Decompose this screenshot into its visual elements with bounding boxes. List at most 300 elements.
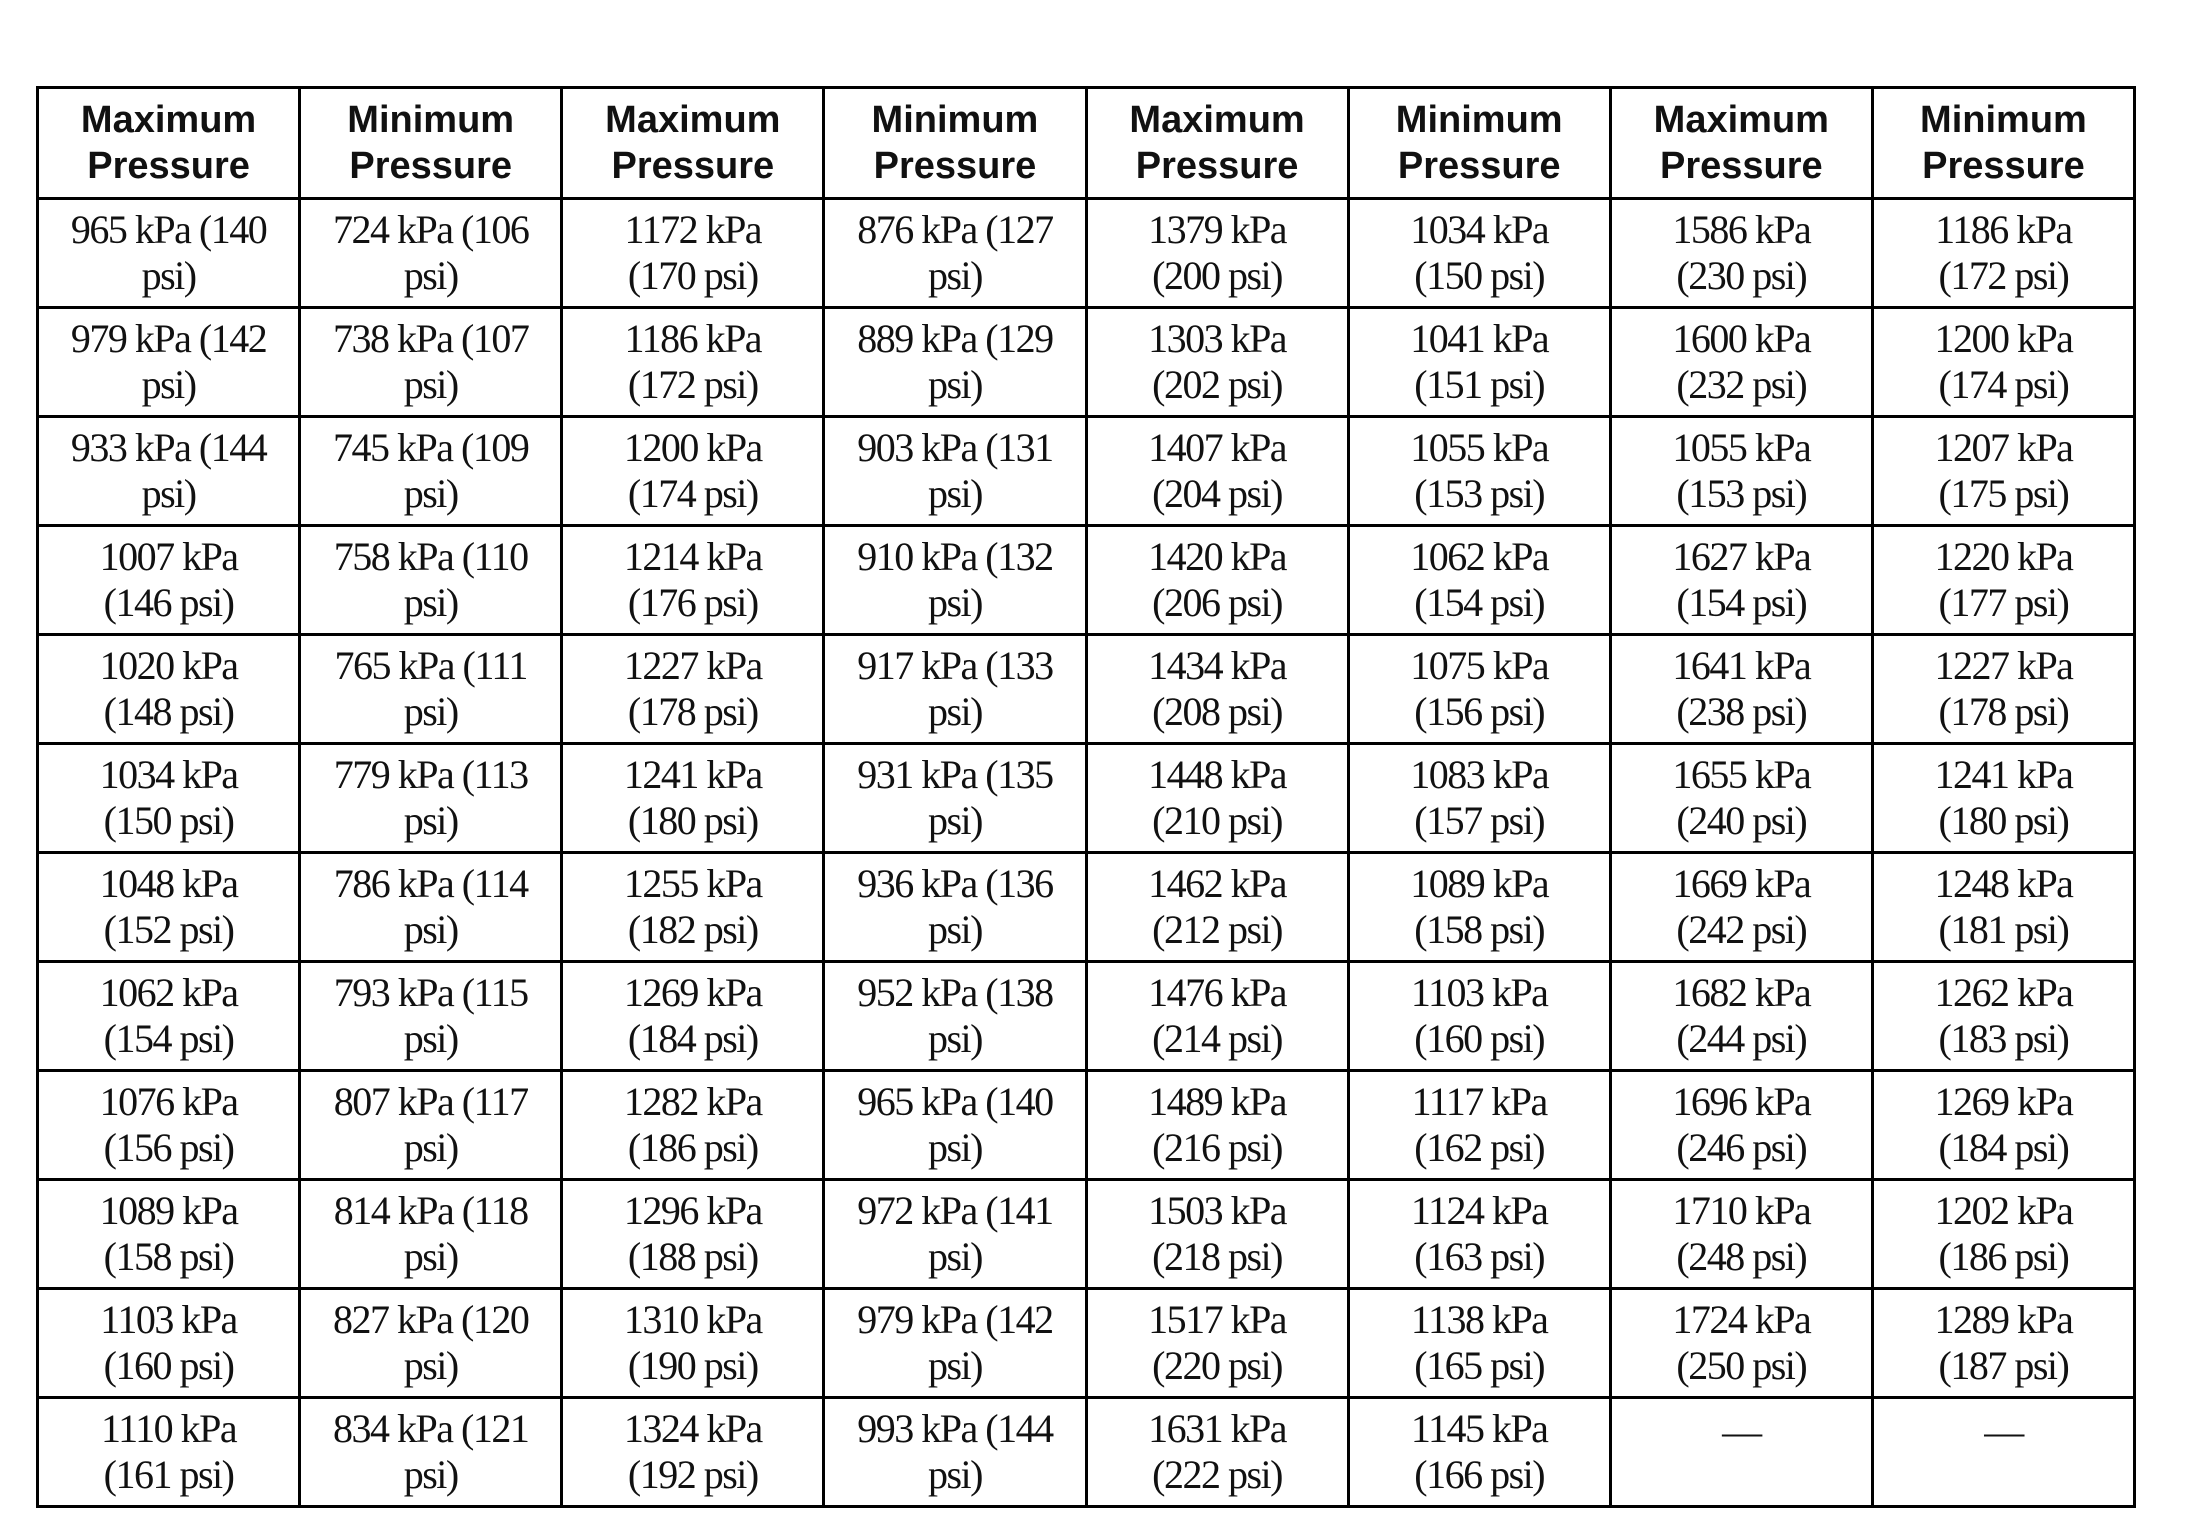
cell-text: 765 kPa (111 — [334, 643, 527, 688]
cell-text: 1503 kPa — [1148, 1188, 1287, 1233]
table-cell — [1610, 1180, 1872, 1289]
column-header — [1348, 88, 1610, 199]
table-cell — [1872, 417, 2134, 526]
cell-text: (160 psi) — [1414, 1016, 1545, 1061]
table-cell — [1610, 417, 1872, 526]
table-cell — [38, 1071, 300, 1180]
cell-text: (180 psi) — [1938, 798, 2069, 843]
cell-text: (190 psi) — [627, 1343, 758, 1388]
cell-text: 1248 kPa — [1934, 861, 2073, 906]
table-cell — [1872, 853, 2134, 962]
cell-text: (208 psi) — [1152, 689, 1282, 734]
table-cell — [1086, 962, 1348, 1071]
table-cell — [38, 635, 300, 744]
cell-text: psi) — [403, 1016, 458, 1061]
column-header — [1086, 88, 1348, 199]
cell-text: 1083 kPa — [1410, 752, 1549, 797]
cell-text: (216 psi) — [1152, 1125, 1282, 1170]
cell-text: (242 psi) — [1676, 907, 1807, 952]
table-cell — [1872, 1071, 2134, 1180]
cell-text: (182 psi) — [627, 907, 758, 952]
cell-text: 724 kPa (106 — [333, 207, 529, 252]
table-row — [38, 308, 2135, 417]
table-cell — [824, 308, 1086, 417]
column-header — [562, 88, 824, 199]
cell-text: (146 psi) — [103, 580, 234, 625]
cell-text: (163 psi) — [1414, 1234, 1545, 1279]
table-cell — [1610, 1071, 1872, 1180]
cell-text: (212 psi) — [1152, 907, 1282, 952]
table-cell — [300, 635, 562, 744]
table-cell — [300, 962, 562, 1071]
cell-text: 1241 kPa — [623, 752, 762, 797]
cell-text: psi) — [403, 798, 458, 843]
table-cell — [1610, 853, 1872, 962]
cell-text: psi) — [927, 1016, 982, 1061]
cell-text: 1420 kPa — [1148, 534, 1287, 579]
column-header-text: Maximum — [1129, 99, 1305, 141]
cell-text: psi) — [927, 1452, 982, 1497]
cell-text: (246 psi) — [1676, 1125, 1807, 1170]
cell-text: 1710 kPa — [1672, 1188, 1811, 1233]
cell-text: 910 kPa (132 — [857, 534, 1053, 579]
cell-text: 1055 kPa — [1410, 425, 1549, 470]
table-row — [38, 962, 2135, 1071]
cell-text: psi) — [403, 471, 458, 516]
table-cell — [1348, 1180, 1610, 1289]
table-row — [38, 1180, 2135, 1289]
table-cell — [300, 1071, 562, 1180]
cell-text: psi) — [927, 1125, 982, 1170]
cell-text: (192 psi) — [627, 1452, 758, 1497]
column-header — [1872, 88, 2134, 199]
cell-text: (184 psi) — [1938, 1125, 2069, 1170]
cell-text: (165 psi) — [1414, 1343, 1545, 1388]
cell-text: 1207 kPa — [1934, 425, 2073, 470]
cell-text: 1117 kPa — [1411, 1079, 1547, 1124]
cell-text: 1200 kPa — [623, 425, 762, 470]
cell-text: 936 kPa (136 — [857, 861, 1053, 906]
table-row — [38, 1398, 2135, 1507]
cell-text: (220 psi) — [1152, 1343, 1282, 1388]
table-cell — [824, 417, 1086, 526]
cell-text: 1600 kPa — [1672, 316, 1811, 361]
cell-text: 807 kPa (117 — [333, 1079, 528, 1124]
cell-text: 1062 kPa — [99, 970, 238, 1015]
cell-text: 1020 kPa — [99, 643, 238, 688]
table-cell — [1086, 1398, 1348, 1507]
table-cell — [1610, 308, 1872, 417]
table-cell — [562, 1289, 824, 1398]
cell-text: (150 psi) — [1414, 253, 1545, 298]
cell-text: (148 psi) — [103, 689, 234, 734]
cell-text: (187 psi) — [1938, 1343, 2069, 1388]
cell-text: 952 kPa (138 — [857, 970, 1053, 1015]
cell-text: 993 kPa (144 — [857, 1406, 1053, 1451]
table-cell — [1348, 1398, 1610, 1507]
cell-text: (172 psi) — [1938, 253, 2069, 298]
table-cell — [38, 199, 300, 308]
cell-text: 1089 kPa — [99, 1188, 238, 1233]
column-header-text: Pressure — [349, 145, 513, 187]
table-cell — [38, 1289, 300, 1398]
cell-text: — — [1984, 1409, 2023, 1454]
table-cell — [562, 417, 824, 526]
table-cell — [300, 526, 562, 635]
cell-text: (157 psi) — [1414, 798, 1545, 843]
cell-text: 1034 kPa — [99, 752, 238, 797]
table-cell — [1086, 744, 1348, 853]
table-cell — [1610, 635, 1872, 744]
table-cell — [1086, 635, 1348, 744]
header-row — [38, 88, 2135, 199]
cell-text: (177 psi) — [1938, 580, 2069, 625]
table-cell — [562, 853, 824, 962]
table-cell — [38, 1398, 300, 1507]
cell-text: (181 psi) — [1938, 907, 2069, 952]
table-cell — [824, 199, 1086, 308]
cell-text: psi) — [141, 471, 196, 516]
table-cell — [1348, 962, 1610, 1071]
table-cell — [1872, 635, 2134, 744]
table-cell — [562, 308, 824, 417]
table-cell — [1872, 744, 2134, 853]
cell-text: (180 psi) — [627, 798, 758, 843]
table-cell — [824, 1398, 1086, 1507]
table-row — [38, 744, 2135, 853]
cell-text: 1448 kPa — [1148, 752, 1287, 797]
cell-text: psi) — [141, 253, 196, 298]
cell-text: 1007 kPa — [99, 534, 238, 579]
column-header-text: Minimum — [347, 99, 515, 141]
table-cell — [1872, 199, 2134, 308]
cell-text: 965 kPa (140 — [857, 1079, 1053, 1124]
cell-text: (176 psi) — [627, 580, 758, 625]
cell-text: 1227 kPa — [623, 643, 762, 688]
cell-text: 1110 kPa — [101, 1406, 237, 1451]
cell-text: (218 psi) — [1152, 1234, 1282, 1279]
cell-text: 779 kPa (113 — [333, 752, 528, 797]
cell-text: (166 psi) — [1414, 1452, 1545, 1497]
table-cell — [1872, 1180, 2134, 1289]
cell-text: 1041 kPa — [1410, 316, 1549, 361]
cell-text: 1724 kPa — [1672, 1297, 1811, 1342]
table-cell — [1348, 308, 1610, 417]
cell-text: psi) — [927, 253, 982, 298]
cell-text: (214 psi) — [1152, 1016, 1282, 1061]
cell-text: 1214 kPa — [623, 534, 762, 579]
table-cell — [824, 1289, 1086, 1398]
table-cell — [1348, 635, 1610, 744]
cell-text: psi) — [403, 362, 458, 407]
cell-text: 1138 kPa — [1410, 1297, 1548, 1342]
table-cell — [300, 1180, 562, 1289]
cell-text: 1303 kPa — [1148, 316, 1287, 361]
cell-text: 1324 kPa — [623, 1406, 762, 1451]
cell-text: 1269 kPa — [1934, 1079, 2073, 1124]
cell-text: (154 psi) — [103, 1016, 234, 1061]
cell-text: 1262 kPa — [1934, 970, 2073, 1015]
table-cell — [1610, 1398, 1872, 1507]
table-cell — [38, 962, 300, 1071]
table-cell — [562, 1180, 824, 1289]
cell-text: 1669 kPa — [1672, 861, 1811, 906]
cell-text: (244 psi) — [1676, 1016, 1807, 1061]
column-header — [1610, 88, 1872, 199]
table-cell — [300, 1289, 562, 1398]
table-cell — [1348, 1071, 1610, 1180]
table-row — [38, 1071, 2135, 1180]
column-header-text: Maximum — [80, 99, 257, 141]
cell-text: 1076 kPa — [99, 1079, 238, 1124]
cell-text: (162 psi) — [1414, 1125, 1545, 1170]
column-header-text: Minimum — [1395, 99, 1563, 141]
cell-text: 1186 kPa — [624, 316, 762, 361]
table-cell — [1086, 1071, 1348, 1180]
cell-text: (154 psi) — [1676, 580, 1807, 625]
cell-text: (174 psi) — [627, 471, 758, 516]
cell-text: psi) — [927, 471, 982, 516]
cell-text: 1655 kPa — [1672, 752, 1811, 797]
cell-text: 931 kPa (135 — [857, 752, 1053, 797]
column-header-text: Pressure — [87, 145, 250, 187]
cell-text: psi) — [927, 907, 982, 952]
cell-text: 1220 kPa — [1934, 534, 2073, 579]
cell-text: (160 psi) — [103, 1343, 234, 1388]
cell-text: (184 psi) — [627, 1016, 758, 1061]
cell-text: 1379 kPa — [1148, 207, 1287, 252]
cell-text: psi) — [403, 1125, 458, 1170]
table-cell — [1610, 962, 1872, 1071]
column-header — [300, 88, 562, 199]
cell-text: 1631 kPa — [1148, 1406, 1287, 1451]
table-cell — [824, 526, 1086, 635]
cell-text: 1055 kPa — [1672, 425, 1811, 470]
cell-text: (186 psi) — [627, 1125, 758, 1170]
cell-text: (230 psi) — [1676, 253, 1807, 298]
table-cell — [1086, 308, 1348, 417]
cell-text: psi) — [927, 362, 982, 407]
cell-text: 1227 kPa — [1934, 643, 2073, 688]
table-row — [38, 417, 2135, 526]
table-cell — [1086, 1180, 1348, 1289]
cell-text: (151 psi) — [1414, 362, 1545, 407]
cell-text: psi) — [403, 580, 458, 625]
cell-text: (232 psi) — [1676, 362, 1807, 407]
cell-text: psi) — [927, 1234, 982, 1279]
cell-text: psi) — [403, 253, 458, 298]
cell-text: (156 psi) — [1414, 689, 1545, 734]
table-row — [38, 199, 2135, 308]
cell-text: — — [1722, 1409, 1761, 1454]
cell-text: (188 psi) — [627, 1234, 758, 1279]
table-cell — [1610, 199, 1872, 308]
table-cell — [1348, 526, 1610, 635]
cell-text: 1682 kPa — [1672, 970, 1811, 1015]
cell-text: 903 kPa (131 — [857, 425, 1053, 470]
cell-text: 1103 kPa — [100, 1297, 237, 1342]
cell-text: 738 kPa (107 — [333, 316, 529, 361]
cell-text: 1641 kPa — [1672, 643, 1811, 688]
column-header-text: Pressure — [611, 145, 775, 187]
table-row — [38, 635, 2135, 744]
table-cell — [38, 417, 300, 526]
cell-text: (238 psi) — [1676, 689, 1807, 734]
table-cell — [1348, 744, 1610, 853]
table-cell — [1610, 744, 1872, 853]
cell-text: 1241 kPa — [1934, 752, 2073, 797]
cell-text: 979 kPa (142 — [857, 1297, 1053, 1342]
table-cell — [38, 526, 300, 635]
cell-text: (240 psi) — [1676, 798, 1807, 843]
cell-text: (154 psi) — [1414, 580, 1545, 625]
cell-text: 1048 kPa — [99, 861, 238, 906]
cell-text: (222 psi) — [1152, 1452, 1282, 1497]
table-cell — [1086, 853, 1348, 962]
table-cell — [824, 635, 1086, 744]
cell-text: 1269 kPa — [623, 970, 762, 1015]
table-cell — [562, 526, 824, 635]
table-row — [38, 853, 2135, 962]
table-cell — [824, 962, 1086, 1071]
cell-text: 1089 kPa — [1410, 861, 1549, 906]
cell-text: 786 kPa (114 — [333, 861, 528, 906]
column-header-text: Pressure — [1397, 145, 1561, 187]
cell-text: 1282 kPa — [623, 1079, 762, 1124]
cell-text: psi) — [403, 1234, 458, 1279]
cell-text: (153 psi) — [1414, 471, 1545, 516]
cell-text: (204 psi) — [1152, 471, 1282, 516]
table-cell — [1086, 417, 1348, 526]
column-header-text: Minimum — [1920, 99, 2087, 141]
cell-text: (248 psi) — [1676, 1234, 1807, 1279]
cell-text: 1476 kPa — [1148, 970, 1287, 1015]
table-cell — [1086, 1289, 1348, 1398]
table-cell — [1872, 526, 2134, 635]
cell-text: (186 psi) — [1938, 1234, 2069, 1279]
cell-text: (150 psi) — [103, 798, 234, 843]
cell-text: (250 psi) — [1676, 1343, 1807, 1388]
cell-text: 965 kPa (140 — [70, 207, 267, 252]
cell-text: (161 psi) — [103, 1452, 234, 1497]
cell-text: (210 psi) — [1152, 798, 1282, 843]
table-cell — [1348, 853, 1610, 962]
column-header-text: Pressure — [873, 145, 1037, 187]
cell-text: (202 psi) — [1152, 362, 1282, 407]
column-header-text: Pressure — [1135, 145, 1299, 187]
cell-text: (158 psi) — [103, 1234, 234, 1279]
table-cell — [300, 1398, 562, 1507]
cell-text: 1124 kPa — [1410, 1188, 1548, 1233]
table-cell — [824, 744, 1086, 853]
cell-text: (174 psi) — [1938, 362, 2069, 407]
cell-text: (178 psi) — [1938, 689, 2069, 734]
cell-text: (172 psi) — [627, 362, 758, 407]
cell-text: psi) — [141, 362, 196, 407]
table-cell — [1610, 1289, 1872, 1398]
column-header-text: Pressure — [1922, 145, 2085, 187]
table-cell — [1348, 1289, 1610, 1398]
cell-text: 1202 kPa — [1934, 1188, 2073, 1233]
cell-text: (200 psi) — [1152, 253, 1282, 298]
cell-text: 1103 kPa — [1410, 970, 1548, 1015]
cell-text: 745 kPa (109 — [333, 425, 529, 470]
cell-text: (178 psi) — [627, 689, 758, 734]
cell-text: 1489 kPa — [1148, 1079, 1287, 1124]
table-cell — [300, 744, 562, 853]
cell-text: (152 psi) — [103, 907, 234, 952]
table-cell — [824, 1180, 1086, 1289]
pressure-table — [36, 86, 2136, 1508]
table-cell — [562, 199, 824, 308]
table-cell — [300, 199, 562, 308]
table-cell — [1348, 417, 1610, 526]
cell-text: 793 kPa (115 — [333, 970, 528, 1015]
table-row — [38, 1289, 2135, 1398]
cell-text: 979 kPa (142 — [70, 316, 267, 361]
table-cell — [1872, 1398, 2134, 1507]
cell-text: psi) — [927, 1343, 982, 1388]
table-cell — [1610, 526, 1872, 635]
column-header-text: Pressure — [1659, 145, 1823, 187]
cell-text: 1310 kPa — [623, 1297, 762, 1342]
table-cell — [1872, 308, 2134, 417]
table-cell — [38, 744, 300, 853]
cell-text: 972 kPa (141 — [857, 1188, 1053, 1233]
table-cell — [1348, 199, 1610, 308]
column-header-text: Minimum — [871, 99, 1039, 141]
table-cell — [824, 853, 1086, 962]
cell-text: 1062 kPa — [1410, 534, 1549, 579]
cell-text: 834 kPa (121 — [333, 1406, 529, 1451]
cell-text: 1289 kPa — [1934, 1297, 2073, 1342]
cell-text: (183 psi) — [1938, 1016, 2069, 1061]
table-row — [38, 526, 2135, 635]
cell-text: 1407 kPa — [1148, 425, 1287, 470]
cell-text: 1517 kPa — [1148, 1297, 1287, 1342]
table-cell — [824, 1071, 1086, 1180]
cell-text: 1586 kPa — [1672, 207, 1811, 252]
table-cell — [562, 744, 824, 853]
cell-text: psi) — [927, 689, 982, 734]
table-cell — [1872, 962, 2134, 1071]
cell-text: psi) — [927, 798, 982, 843]
table-cell — [1086, 526, 1348, 635]
cell-text: 1200 kPa — [1934, 316, 2073, 361]
table-cell — [1086, 199, 1348, 308]
cell-text: 1186 kPa — [1935, 207, 2072, 252]
table-cell — [300, 853, 562, 962]
table-cell — [300, 417, 562, 526]
cell-text: psi) — [403, 907, 458, 952]
cell-text: 1434 kPa — [1148, 643, 1287, 688]
cell-text: 1172 kPa — [624, 207, 762, 252]
cell-text: (206 psi) — [1152, 580, 1282, 625]
cell-text: (153 psi) — [1676, 471, 1807, 516]
cell-text: 1145 kPa — [1410, 1406, 1548, 1451]
table-cell — [562, 1071, 824, 1180]
table-cell — [562, 635, 824, 744]
cell-text: 933 kPa (144 — [70, 425, 267, 470]
cell-text: 1462 kPa — [1148, 861, 1287, 906]
cell-text: psi) — [927, 580, 982, 625]
cell-text: psi) — [403, 1343, 458, 1388]
column-header-text: Maximum — [605, 99, 781, 141]
cell-text: 814 kPa (118 — [333, 1188, 528, 1233]
cell-text: (156 psi) — [103, 1125, 234, 1170]
column-header-text: Maximum — [1653, 99, 1829, 141]
column-header — [824, 88, 1086, 199]
